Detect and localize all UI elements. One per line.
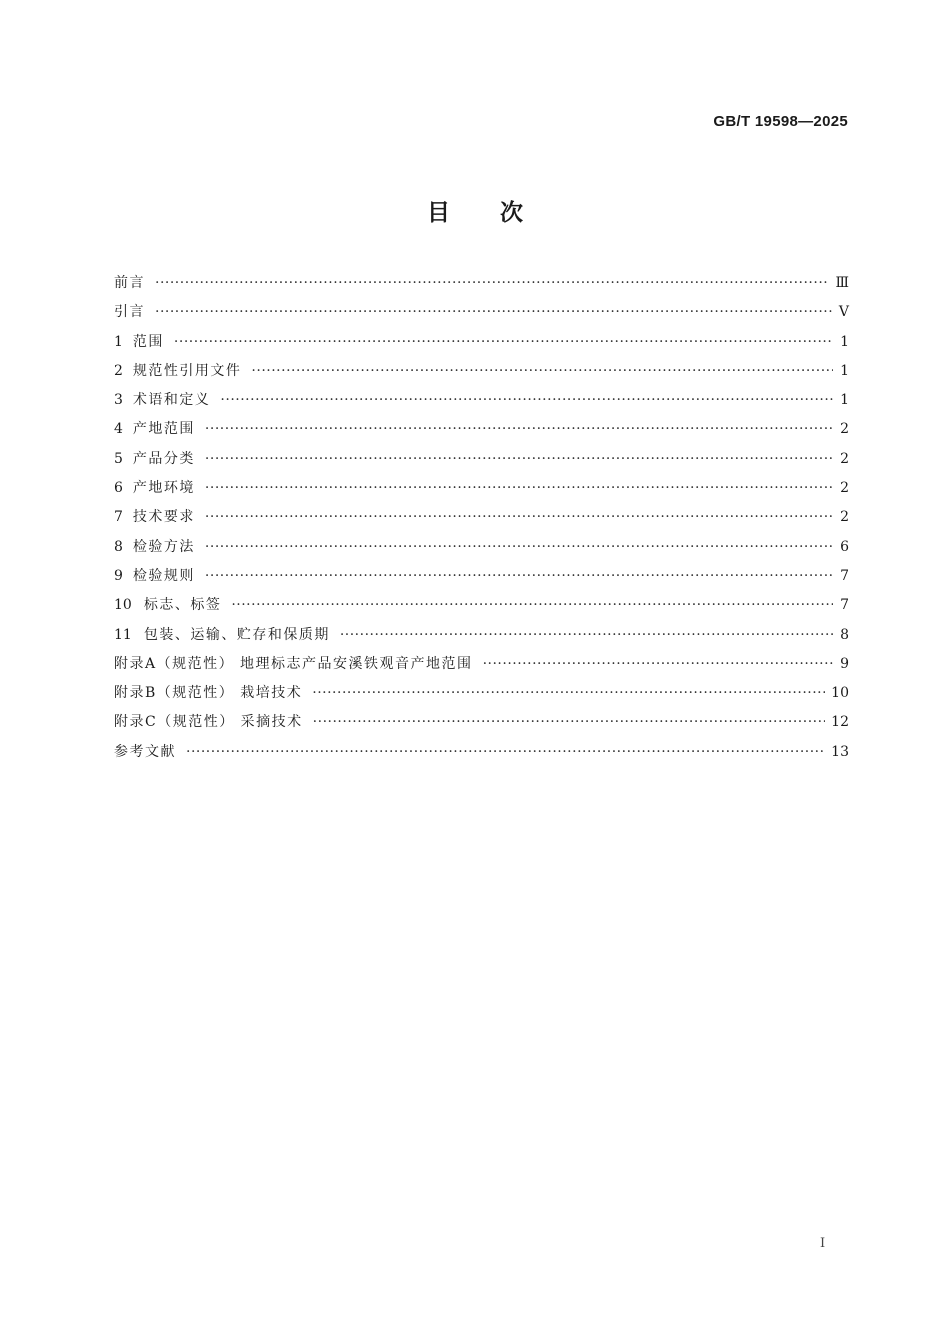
dot-leader (155, 269, 829, 298)
toc-entry[interactable] (114, 503, 849, 532)
toc-entry-label: 规范性引用文件 (132, 362, 242, 379)
toc-section-number: 1 (114, 333, 123, 350)
toc-entry[interactable] (114, 328, 849, 357)
toc-entry[interactable] (114, 386, 849, 415)
toc-page-number: 12 (831, 714, 849, 731)
toc-section-number: 2 (114, 362, 123, 379)
toc-entry-label: 引言 (114, 304, 145, 321)
dot-leader (205, 445, 833, 474)
toc-entry[interactable] (114, 650, 849, 679)
dot-leader (155, 298, 833, 327)
toc-page-number: 1 (840, 392, 849, 409)
toc-section-number: 4 (114, 421, 123, 438)
toc-page-number: 1 (840, 362, 849, 379)
toc-entry-label: 术语和定义 (132, 392, 211, 409)
dot-leader (205, 503, 833, 532)
dot-leader (483, 650, 833, 679)
toc-entry[interactable] (114, 357, 849, 386)
toc-section-number: 3 (114, 392, 123, 409)
page-title: 目次 (427, 200, 573, 226)
toc-page-number: 7 (840, 597, 849, 614)
dot-leader (251, 357, 833, 386)
dot-leader (340, 621, 833, 650)
toc-entry[interactable] (114, 474, 849, 503)
toc-page-number: 6 (840, 538, 849, 555)
toc-section-number: 6 (114, 480, 123, 497)
dot-leader (205, 474, 833, 503)
dot-leader (231, 591, 833, 620)
toc-page-number: 2 (840, 509, 849, 526)
toc-entry[interactable] (114, 708, 849, 737)
dot-leader (220, 386, 833, 415)
toc-entry-label: 附录A（规范性） 地理标志产品安溪铁观音产地范围 (114, 655, 473, 672)
toc-entry[interactable] (114, 591, 849, 620)
toc-page-number: 10 (831, 685, 849, 702)
toc-section-number: 10 (114, 597, 132, 614)
page-number: Ⅰ (820, 1236, 826, 1251)
dot-leader (205, 533, 833, 562)
standard-code: GB/T 19598—2025 (713, 113, 848, 130)
toc-section-number: 5 (114, 450, 123, 467)
dot-leader (313, 708, 826, 737)
toc-entry-label: 检验规则 (132, 567, 195, 584)
toc-entry[interactable] (114, 269, 849, 298)
toc-entry-label: 附录C（规范性） 采摘技术 (114, 714, 303, 731)
toc-page-number: 1 (840, 333, 849, 350)
toc-page-number: Ⅲ (835, 275, 849, 291)
toc-entry-label: 附录B（规范性） 栽培技术 (114, 685, 303, 702)
toc-section-number: 7 (114, 509, 123, 526)
table-of-contents (114, 269, 849, 767)
toc-entry[interactable] (114, 445, 849, 474)
toc-entry[interactable] (114, 738, 849, 767)
toc-entry-label: 标志、标签 (143, 597, 222, 614)
toc-page-number: 2 (840, 450, 849, 467)
toc-page-number: 2 (840, 421, 849, 438)
toc-entry-label: 前言 (114, 275, 145, 291)
toc-entry-label: 产地环境 (132, 480, 195, 497)
toc-page-number: 9 (840, 655, 849, 672)
toc-entry-label: 包装、运输、贮存和保质期 (143, 626, 330, 643)
toc-entry-label: 技术要求 (132, 509, 195, 526)
toc-entry-label: 参考文献 (114, 743, 176, 760)
toc-page-number: 7 (840, 567, 849, 584)
dot-leader (174, 328, 833, 357)
toc-entry-label: 检验方法 (132, 538, 195, 555)
toc-entry[interactable] (114, 533, 849, 562)
toc-entry-label: 范围 (132, 333, 164, 350)
toc-section-number: 9 (114, 567, 123, 584)
dot-leader (312, 679, 825, 708)
toc-page-number: 2 (840, 480, 849, 497)
toc-entry-label: 产地范围 (132, 421, 195, 438)
dot-leader (205, 415, 833, 444)
toc-entry[interactable] (114, 415, 849, 444)
toc-section-number: 11 (114, 626, 132, 643)
toc-entry[interactable] (114, 298, 849, 327)
toc-entry[interactable] (114, 562, 849, 591)
dot-leader (205, 562, 833, 591)
toc-entry[interactable] (114, 621, 849, 650)
toc-section-number: 8 (114, 538, 123, 555)
toc-entry-label: 产品分类 (132, 450, 195, 467)
toc-page-number: 8 (840, 626, 849, 643)
toc-entry[interactable] (114, 679, 849, 708)
dot-leader (186, 738, 825, 767)
toc-page-number: 13 (831, 743, 849, 760)
toc-page-number: Ⅴ (838, 304, 849, 321)
